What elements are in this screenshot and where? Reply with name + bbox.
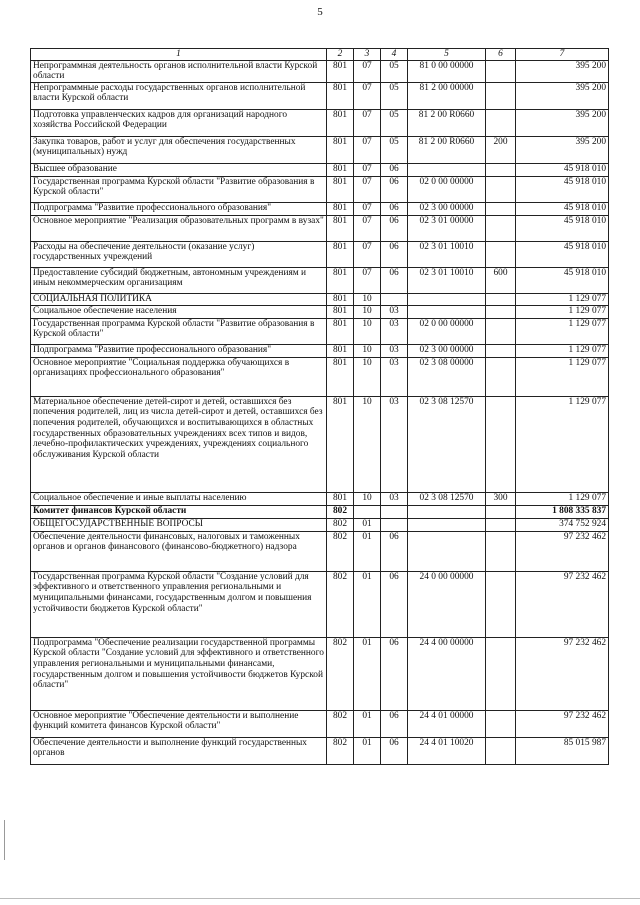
row-section: 10 xyxy=(354,357,381,396)
row-amount: 45 918 010 xyxy=(516,215,609,241)
col-header-3: 3 xyxy=(354,49,381,61)
row-amount: 395 200 xyxy=(516,109,609,136)
row-target-article: 02 3 00 00000 xyxy=(408,202,486,215)
row-section: 10 xyxy=(354,344,381,357)
row-target-article: 02 3 01 10010 xyxy=(408,267,486,293)
row-target-article: 81 2 00 R0660 xyxy=(408,109,486,136)
table-row xyxy=(31,136,609,163)
row-target-article: 24 4 00 00000 xyxy=(408,637,486,710)
row-section: 01 xyxy=(354,531,381,571)
row-name: Комитет финансов Курской области xyxy=(31,505,327,518)
row-amount: 45 918 010 xyxy=(516,241,609,267)
table-row xyxy=(31,267,609,293)
col-header-6: 6 xyxy=(486,49,516,61)
row-subsection xyxy=(381,518,408,531)
row-subsection: 06 xyxy=(381,202,408,215)
row-expense-type xyxy=(486,82,516,109)
row-target-article xyxy=(408,505,486,518)
scan-bottom-edge xyxy=(0,898,640,899)
row-section: 07 xyxy=(354,109,381,136)
row-name: Непрограммная деятельность органов исполнительной власти Курской области xyxy=(31,60,327,82)
table-row xyxy=(31,60,609,82)
row-section: 10 xyxy=(354,318,381,344)
col-header-4: 4 xyxy=(381,49,408,61)
row-subsection xyxy=(381,505,408,518)
row-amount: 1 808 335 837 xyxy=(516,505,609,518)
table-row xyxy=(31,637,609,710)
row-section: 07 xyxy=(354,163,381,176)
row-subsection: 06 xyxy=(381,241,408,267)
row-target-article: 02 3 08 12570 xyxy=(408,492,486,505)
row-section: 10 xyxy=(354,293,381,305)
row-name: Материальное обеспечение детей-сирот и детей, оставшихся без попечения родителей, лиц из числа детей-сирот и детей, оставшихся без попечения родителей, обучающихся и воспитывающихся в областных государственных образовательных учреждениях всех типов и видов, лечебно-профилактических учреждениях, учреждениях социального обслуживания Курской области xyxy=(31,396,327,492)
row-name: Подпрограмма "Развитие профессионального образования" xyxy=(31,344,327,357)
row-amount: 97 232 462 xyxy=(516,710,609,737)
row-amount: 1 129 077 xyxy=(516,492,609,505)
row-target-article xyxy=(408,163,486,176)
row-admin-code: 802 xyxy=(327,531,354,571)
row-subsection: 03 xyxy=(381,396,408,492)
row-section: 07 xyxy=(354,202,381,215)
row-name: Закупка товаров, работ и услуг для обеспечения государственных (муниципальных) нужд xyxy=(31,136,327,163)
row-subsection xyxy=(381,293,408,305)
row-amount: 45 918 010 xyxy=(516,267,609,293)
row-target-article: 81 2 00 00000 xyxy=(408,82,486,109)
table-row xyxy=(31,518,609,531)
row-subsection: 05 xyxy=(381,60,408,82)
table-row xyxy=(31,202,609,215)
row-amount: 45 918 010 xyxy=(516,202,609,215)
row-amount: 1 129 077 xyxy=(516,396,609,492)
row-expense-type: 200 xyxy=(486,136,516,163)
row-section: 01 xyxy=(354,637,381,710)
row-admin-code: 801 xyxy=(327,176,354,202)
row-amount: 395 200 xyxy=(516,60,609,82)
row-name: Расходы на обеспечение деятельности (оказание услуг) государственных учреждений xyxy=(31,241,327,267)
row-section: 10 xyxy=(354,305,381,318)
row-expense-type xyxy=(486,637,516,710)
budget-table xyxy=(30,48,609,765)
row-name: Основное мероприятие "Обеспечение деятельности и выполнение функций комитета финансов Курской области" xyxy=(31,710,327,737)
row-target-article: 02 3 08 12570 xyxy=(408,396,486,492)
row-admin-code: 801 xyxy=(327,318,354,344)
row-target-article: 02 0 00 00000 xyxy=(408,318,486,344)
row-target-article: 02 0 00 00000 xyxy=(408,176,486,202)
row-admin-code: 802 xyxy=(327,710,354,737)
col-header-5: 5 xyxy=(408,49,486,61)
row-section: 01 xyxy=(354,518,381,531)
row-target-article: 02 3 00 00000 xyxy=(408,344,486,357)
row-subsection: 05 xyxy=(381,82,408,109)
row-target-article: 24 0 00 00000 xyxy=(408,571,486,637)
row-expense-type xyxy=(486,737,516,764)
table-row xyxy=(31,176,609,202)
row-expense-type xyxy=(486,710,516,737)
row-section: 01 xyxy=(354,710,381,737)
row-subsection: 03 xyxy=(381,344,408,357)
row-subsection: 03 xyxy=(381,318,408,344)
table-row xyxy=(31,710,609,737)
row-subsection: 03 xyxy=(381,357,408,396)
page-number: 5 xyxy=(317,6,323,18)
table-row xyxy=(31,293,609,305)
row-target-article: 02 3 01 00000 xyxy=(408,215,486,241)
row-admin-code: 801 xyxy=(327,357,354,396)
row-admin-code: 802 xyxy=(327,571,354,637)
row-amount: 395 200 xyxy=(516,82,609,109)
row-section xyxy=(354,505,381,518)
row-subsection: 03 xyxy=(381,305,408,318)
table-row xyxy=(31,505,609,518)
row-amount: 1 129 077 xyxy=(516,357,609,396)
table-header-row xyxy=(31,49,609,61)
table-row xyxy=(31,109,609,136)
row-name: Социальное обеспечение и иные выплаты населению xyxy=(31,492,327,505)
row-name: Подготовка управленческих кадров для организаций народного хозяйства Российской Федерации xyxy=(31,109,327,136)
row-admin-code: 801 xyxy=(327,305,354,318)
table-row xyxy=(31,357,609,396)
table-row xyxy=(31,318,609,344)
row-admin-code: 802 xyxy=(327,505,354,518)
row-name: Государственная программа Курской области "Создание условий для эффективного и ответственного управления региональными и муниципальными финансами, государственным долгом и повышения устойчивости бюджетов Курской области" xyxy=(31,571,327,637)
row-amount: 1 129 077 xyxy=(516,305,609,318)
row-expense-type: 600 xyxy=(486,267,516,293)
row-target-article xyxy=(408,305,486,318)
row-name: Подпрограмма "Развитие профессионального образования" xyxy=(31,202,327,215)
row-target-article: 24 4 01 10020 xyxy=(408,737,486,764)
row-section: 01 xyxy=(354,571,381,637)
row-name: Социальное обеспечение населения xyxy=(31,305,327,318)
table-row xyxy=(31,492,609,505)
row-target-article xyxy=(408,518,486,531)
row-expense-type: 300 xyxy=(486,492,516,505)
table-row xyxy=(31,82,609,109)
row-expense-type xyxy=(486,318,516,344)
row-amount: 395 200 xyxy=(516,136,609,163)
row-subsection: 06 xyxy=(381,531,408,571)
row-section: 07 xyxy=(354,176,381,202)
row-subsection: 06 xyxy=(381,637,408,710)
row-name: Обеспечение деятельности и выполнение функций государственных органов xyxy=(31,737,327,764)
row-name: СОЦИАЛЬНАЯ ПОЛИТИКА xyxy=(31,293,327,305)
row-admin-code: 801 xyxy=(327,241,354,267)
row-name: Обеспечение деятельности финансовых, налоговых и таможенных органов и органов финансового (финансово-бюджетного) надзора xyxy=(31,531,327,571)
table-row xyxy=(31,531,609,571)
row-amount: 97 232 462 xyxy=(516,637,609,710)
row-target-article: 81 0 00 00000 xyxy=(408,60,486,82)
row-admin-code: 802 xyxy=(327,737,354,764)
row-name: Подпрограмма "Обеспечение реализации государственной программы Курской области "Создание условий для эффективного и ответственного управления региональными и муниципальными финансами, государственным долгом и повышения устойчивости бюджетов Курской области" xyxy=(31,637,327,710)
row-subsection: 06 xyxy=(381,710,408,737)
row-admin-code: 801 xyxy=(327,267,354,293)
row-section: 07 xyxy=(354,267,381,293)
table-row xyxy=(31,241,609,267)
row-admin-code: 801 xyxy=(327,202,354,215)
table-row xyxy=(31,215,609,241)
row-name: Государственная программа Курской области "Развитие образования в Курской области" xyxy=(31,318,327,344)
scan-margin-mark xyxy=(4,820,8,860)
row-amount: 45 918 010 xyxy=(516,163,609,176)
row-expense-type xyxy=(486,531,516,571)
row-amount: 1 129 077 xyxy=(516,293,609,305)
row-expense-type xyxy=(486,505,516,518)
row-subsection: 06 xyxy=(381,163,408,176)
row-amount: 1 129 077 xyxy=(516,344,609,357)
row-subsection: 03 xyxy=(381,492,408,505)
row-expense-type xyxy=(486,215,516,241)
row-amount: 1 129 077 xyxy=(516,318,609,344)
row-subsection: 06 xyxy=(381,176,408,202)
row-subsection: 06 xyxy=(381,215,408,241)
row-admin-code: 802 xyxy=(327,518,354,531)
row-target-article: 81 2 00 R0660 xyxy=(408,136,486,163)
row-subsection: 06 xyxy=(381,571,408,637)
row-expense-type xyxy=(486,344,516,357)
row-target-article xyxy=(408,293,486,305)
row-expense-type xyxy=(486,305,516,318)
row-admin-code: 801 xyxy=(327,344,354,357)
col-header-7: 7 xyxy=(516,49,609,61)
row-expense-type xyxy=(486,293,516,305)
table-row xyxy=(31,305,609,318)
row-admin-code: 801 xyxy=(327,82,354,109)
row-section: 07 xyxy=(354,241,381,267)
row-section: 07 xyxy=(354,215,381,241)
row-name: Предоставление субсидий бюджетным, автономным учреждениям и иным некоммерческим организациям xyxy=(31,267,327,293)
row-section: 07 xyxy=(354,136,381,163)
row-name: Непрограммные расходы государственных органов исполнительной власти Курской области xyxy=(31,82,327,109)
row-expense-type xyxy=(486,202,516,215)
row-admin-code: 801 xyxy=(327,215,354,241)
row-target-article: 24 4 01 00000 xyxy=(408,710,486,737)
table-row xyxy=(31,163,609,176)
row-name: ОБЩЕГОСУДАРСТВЕННЫЕ ВОПРОСЫ xyxy=(31,518,327,531)
row-expense-type xyxy=(486,518,516,531)
row-admin-code: 801 xyxy=(327,492,354,505)
row-target-article: 02 3 08 00000 xyxy=(408,357,486,396)
row-admin-code: 801 xyxy=(327,163,354,176)
row-subsection: 06 xyxy=(381,267,408,293)
table-row xyxy=(31,396,609,492)
row-expense-type xyxy=(486,357,516,396)
row-section: 01 xyxy=(354,737,381,764)
row-admin-code: 801 xyxy=(327,293,354,305)
row-expense-type xyxy=(486,109,516,136)
row-admin-code: 802 xyxy=(327,637,354,710)
row-amount: 85 015 987 xyxy=(516,737,609,764)
row-amount: 97 232 462 xyxy=(516,571,609,637)
row-admin-code: 801 xyxy=(327,396,354,492)
row-expense-type xyxy=(486,396,516,492)
row-subsection: 06 xyxy=(381,737,408,764)
row-expense-type xyxy=(486,163,516,176)
table-row xyxy=(31,344,609,357)
row-target-article: 02 3 01 10010 xyxy=(408,241,486,267)
row-amount: 97 232 462 xyxy=(516,531,609,571)
col-header-2: 2 xyxy=(327,49,354,61)
row-expense-type xyxy=(486,571,516,637)
row-admin-code: 801 xyxy=(327,136,354,163)
row-admin-code: 801 xyxy=(327,109,354,136)
row-subsection: 05 xyxy=(381,109,408,136)
row-name: Государственная программа Курской области "Развитие образования в Курской области" xyxy=(31,176,327,202)
row-name: Основное мероприятие "Социальная поддержка обучающихся в организациях профессионального образования" xyxy=(31,357,327,396)
row-section: 10 xyxy=(354,396,381,492)
row-expense-type xyxy=(486,176,516,202)
row-expense-type xyxy=(486,241,516,267)
table-row xyxy=(31,571,609,637)
row-section: 07 xyxy=(354,82,381,109)
col-header-1: 1 xyxy=(31,49,327,61)
row-section: 10 xyxy=(354,492,381,505)
table-row xyxy=(31,737,609,764)
row-subsection: 05 xyxy=(381,136,408,163)
row-expense-type xyxy=(486,60,516,82)
row-admin-code: 801 xyxy=(327,60,354,82)
row-amount: 374 752 924 xyxy=(516,518,609,531)
row-name: Основное мероприятие "Реализация образовательных программ в вузах" xyxy=(31,215,327,241)
row-target-article xyxy=(408,531,486,571)
row-amount: 45 918 010 xyxy=(516,176,609,202)
row-section: 07 xyxy=(354,60,381,82)
row-name: Высшее образование xyxy=(31,163,327,176)
